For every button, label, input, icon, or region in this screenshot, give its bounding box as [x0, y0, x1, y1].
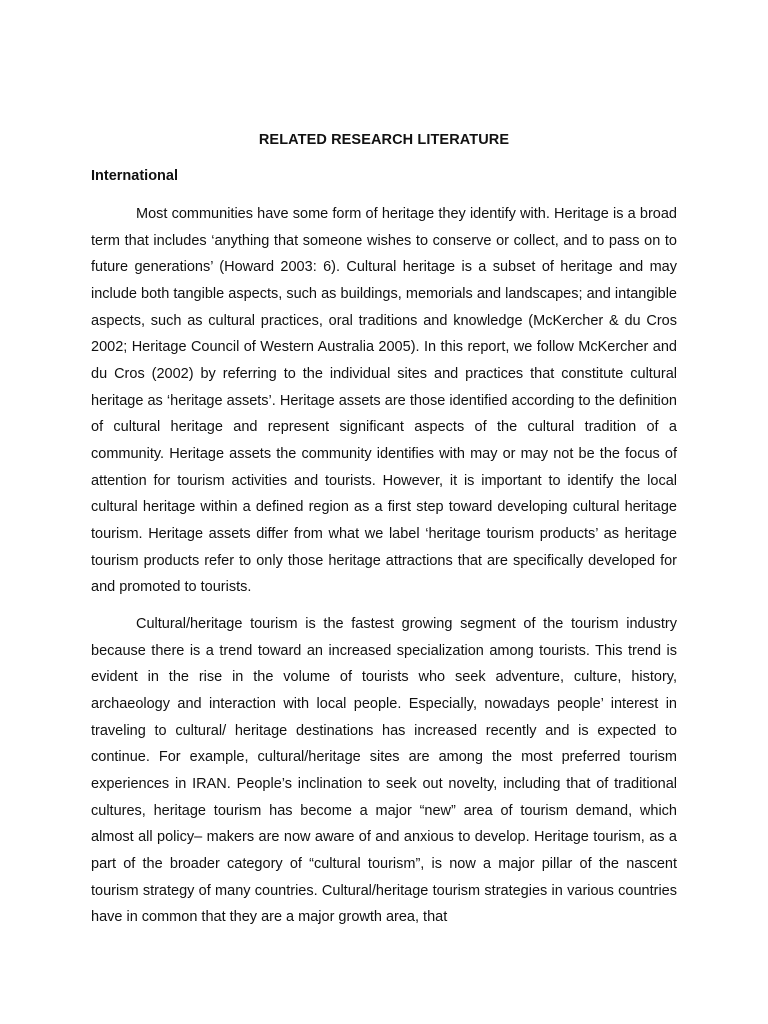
paragraph-1: Most communities have some form of heritage they identify with. Heritage is a broad term that includes ‘anything that someone wishes to conserve or collect, and to pass on to future generations’ (Howard 2003: 6). Cultural heritage is a subset of heritage and may include both tangible aspects, such as buildings, memorials and landscapes; and intangible aspects, such as cultural practices, oral traditions and knowledge (McKercher & du Cros 2002; Heritage Council of Western Australia 2005). In this report, we follow McKercher and du Cros (2002) by referring to the individual sites and practices that constitute cultural heritage as ‘heritage assets’. Heritage assets are those identified according to the definition of cultural heritage and represent significant aspects of the cultural tradition of a community. Heritage assets the community identifies with may or may not be the focus of attention for tourism activities and tourists. However, it is important to identify the local cultural heritage within a defined region as a first step toward developing cultural heritage tourism. Heritage assets differ from what we label ‘heritage tourism products’ as heritage tourism products refer to only those heritage attractions that are specifically developed for and promoted to tourists.	[91, 206, 677, 596]
paragraph-2: Cultural/heritage tourism is the fastest growing segment of the tourism industry because there is a trend toward an increased specialization among tourists. This trend is evident in the rise in the volume of tourists who seek adventure, culture, history, archaeology and interaction with local people. Especially, nowadays people’ interest in traveling to cultural/ heritage destinations has increased recently and is expected to continue. For example, cultural/heritage sites are among the most preferred tourism experiences in IRAN. People’s inclination to seek out novelty, including that of traditional cultures, heritage tourism has become a major “new” area of tourism demand, which almost all policy– makers are now aware of and anxious to develop. Heritage tourism, as a part of the broader category of “cultural tourism”, is now a major pillar of the nascent tourism strategy of many countries. Cultural/heritage tourism strategies in various countries have in common that they are a major growth area, that	[91, 616, 677, 926]
section-heading: International	[91, 168, 179, 184]
page-title: RELATED RESEARCH LITERATURE	[258, 132, 510, 148]
